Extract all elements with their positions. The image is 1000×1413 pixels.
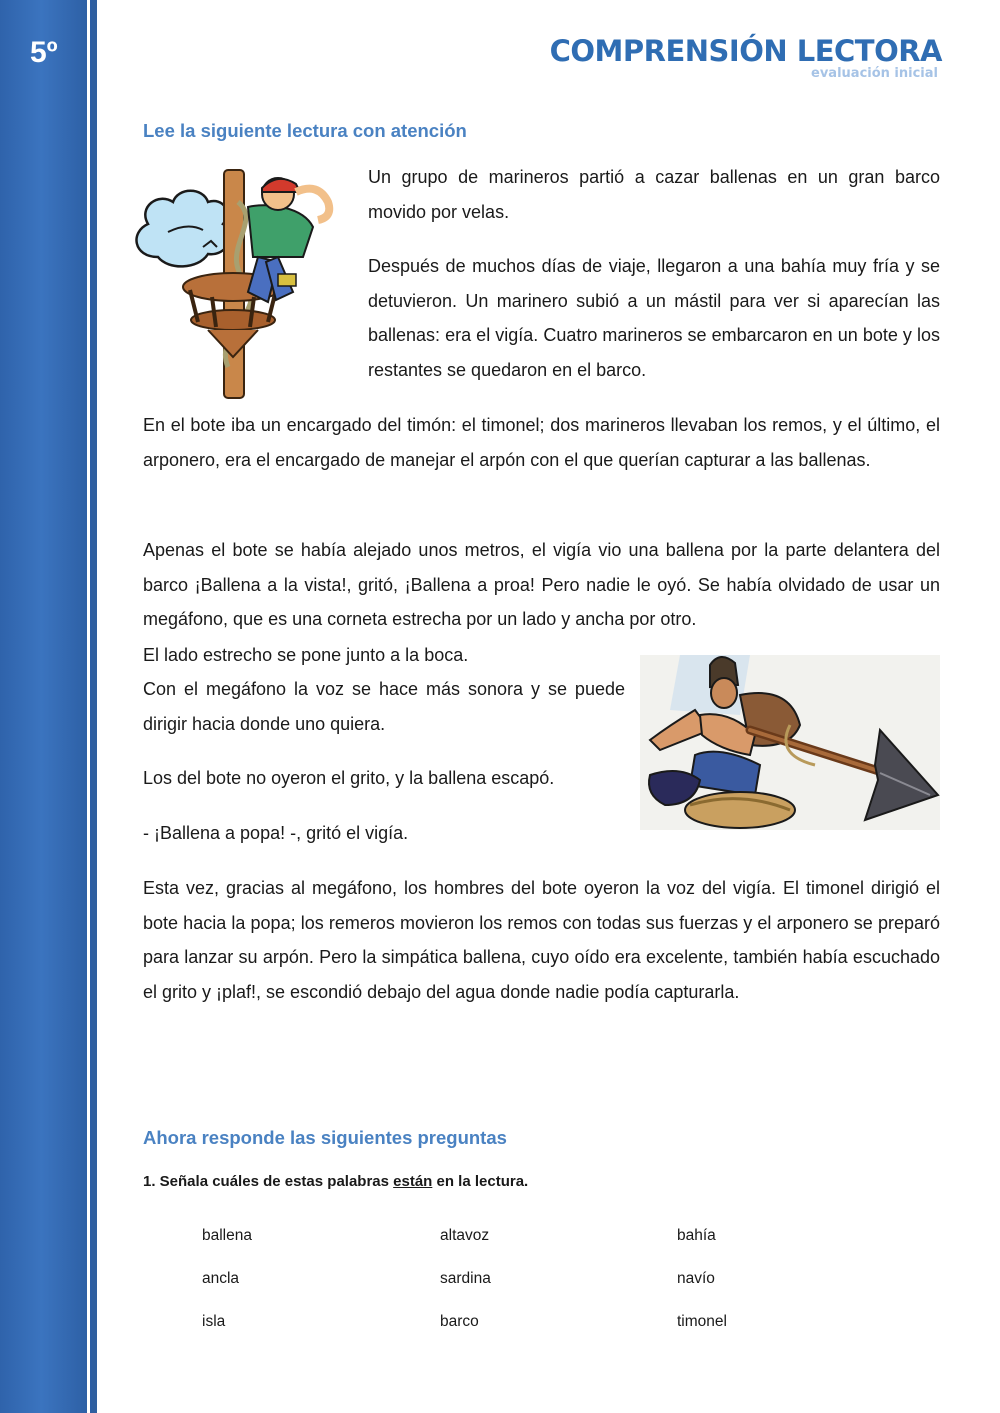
- harpooner-illustration: [640, 655, 940, 830]
- word-option[interactable]: ballena: [202, 1227, 252, 1244]
- paragraph-8: Esta vez, gracias al megáfono, los hombres del bote oyeron la voz del vigía. El timonel dirigió el bote hacia la popa; los remeros movieron los remos con todas sus fuerzas y el arponero se preparó para lanzar su arpón. Pero la simpática ballena, cuyo oído era excelente, también había escuchado el grito y ¡plaf!, se escondió debajo del agua donde nadie podía capturarla.: [143, 878, 940, 1002]
- paragraph-4: Apenas el bote se había alejado unos metros, el vigía vio una ballena por la parte delantera del barco ¡Ballena a la vista!, gritó, ¡Ballena a proa! Pero nadie le oyó. Se había olvidado de usar un megáfono, que es una corneta estrecha por un lado y ancha por otro.: [143, 540, 940, 629]
- question-1-suffix: en la lectura.: [432, 1173, 529, 1190]
- paragraph-6: Los del bote no oyeron el grito, y la ballena escapó.: [143, 768, 555, 788]
- word-option[interactable]: timonel: [677, 1313, 727, 1330]
- page-subtitle: evaluación inicial: [811, 66, 938, 81]
- word-option[interactable]: ancla: [202, 1270, 240, 1287]
- sidebar-divider: [87, 0, 90, 1413]
- questions-heading: Ahora responde las siguientes preguntas: [143, 1127, 507, 1148]
- question-1-underlined: están: [393, 1173, 433, 1190]
- paragraph-7: - ¡Ballena a popa! -, gritó el vigía.: [143, 823, 409, 843]
- reading-heading: Lee la siguiente lectura con atención: [143, 120, 467, 141]
- word-option[interactable]: sardina: [440, 1270, 491, 1287]
- word-option[interactable]: barco: [440, 1313, 479, 1330]
- question-1-prefix: 1. Señala cuáles de estas palabras: [143, 1173, 394, 1190]
- word-option[interactable]: bahía: [677, 1227, 716, 1244]
- sidebar-band: [0, 0, 92, 1413]
- paragraph-2: Después de muchos días de viaje, llegaron a una bahía muy fría y se detuvieron. Un marinero subió a un mástil para ver si aparecían las ballenas: era el vigía. Cuatro marineros se embarcaron en un bote y los restantes se quedaron en el barco.: [368, 256, 940, 380]
- word-option[interactable]: altavoz: [440, 1227, 490, 1244]
- lookout-sailor-illustration: [128, 162, 353, 400]
- question-1: [143, 1173, 528, 1190]
- paragraph-3: En el bote iba un encargado del timón: el timonel; dos marineros llevaban los remos, y el último, el arponero, era el encargado de manejar el arpón con el que querían capturar a las ballenas.: [143, 415, 940, 470]
- paragraph-4-continued: El lado estrecho se pone junto a la boca.: [143, 645, 469, 665]
- grade-label: 5º: [30, 36, 58, 69]
- paragraph-5: Con el megáfono la voz se hace más sonora y se puede dirigir hacia donde uno quiera.: [143, 679, 625, 734]
- sidebar-divider-dark: [92, 0, 97, 1413]
- paragraph-1: Un grupo de marineros partió a cazar ballenas en un gran barco movido por velas.: [368, 167, 940, 222]
- word-option[interactable]: isla: [202, 1313, 226, 1330]
- word-option[interactable]: navío: [677, 1270, 715, 1287]
- page-title: COMPRENSIÓN LECTORA: [549, 34, 942, 68]
